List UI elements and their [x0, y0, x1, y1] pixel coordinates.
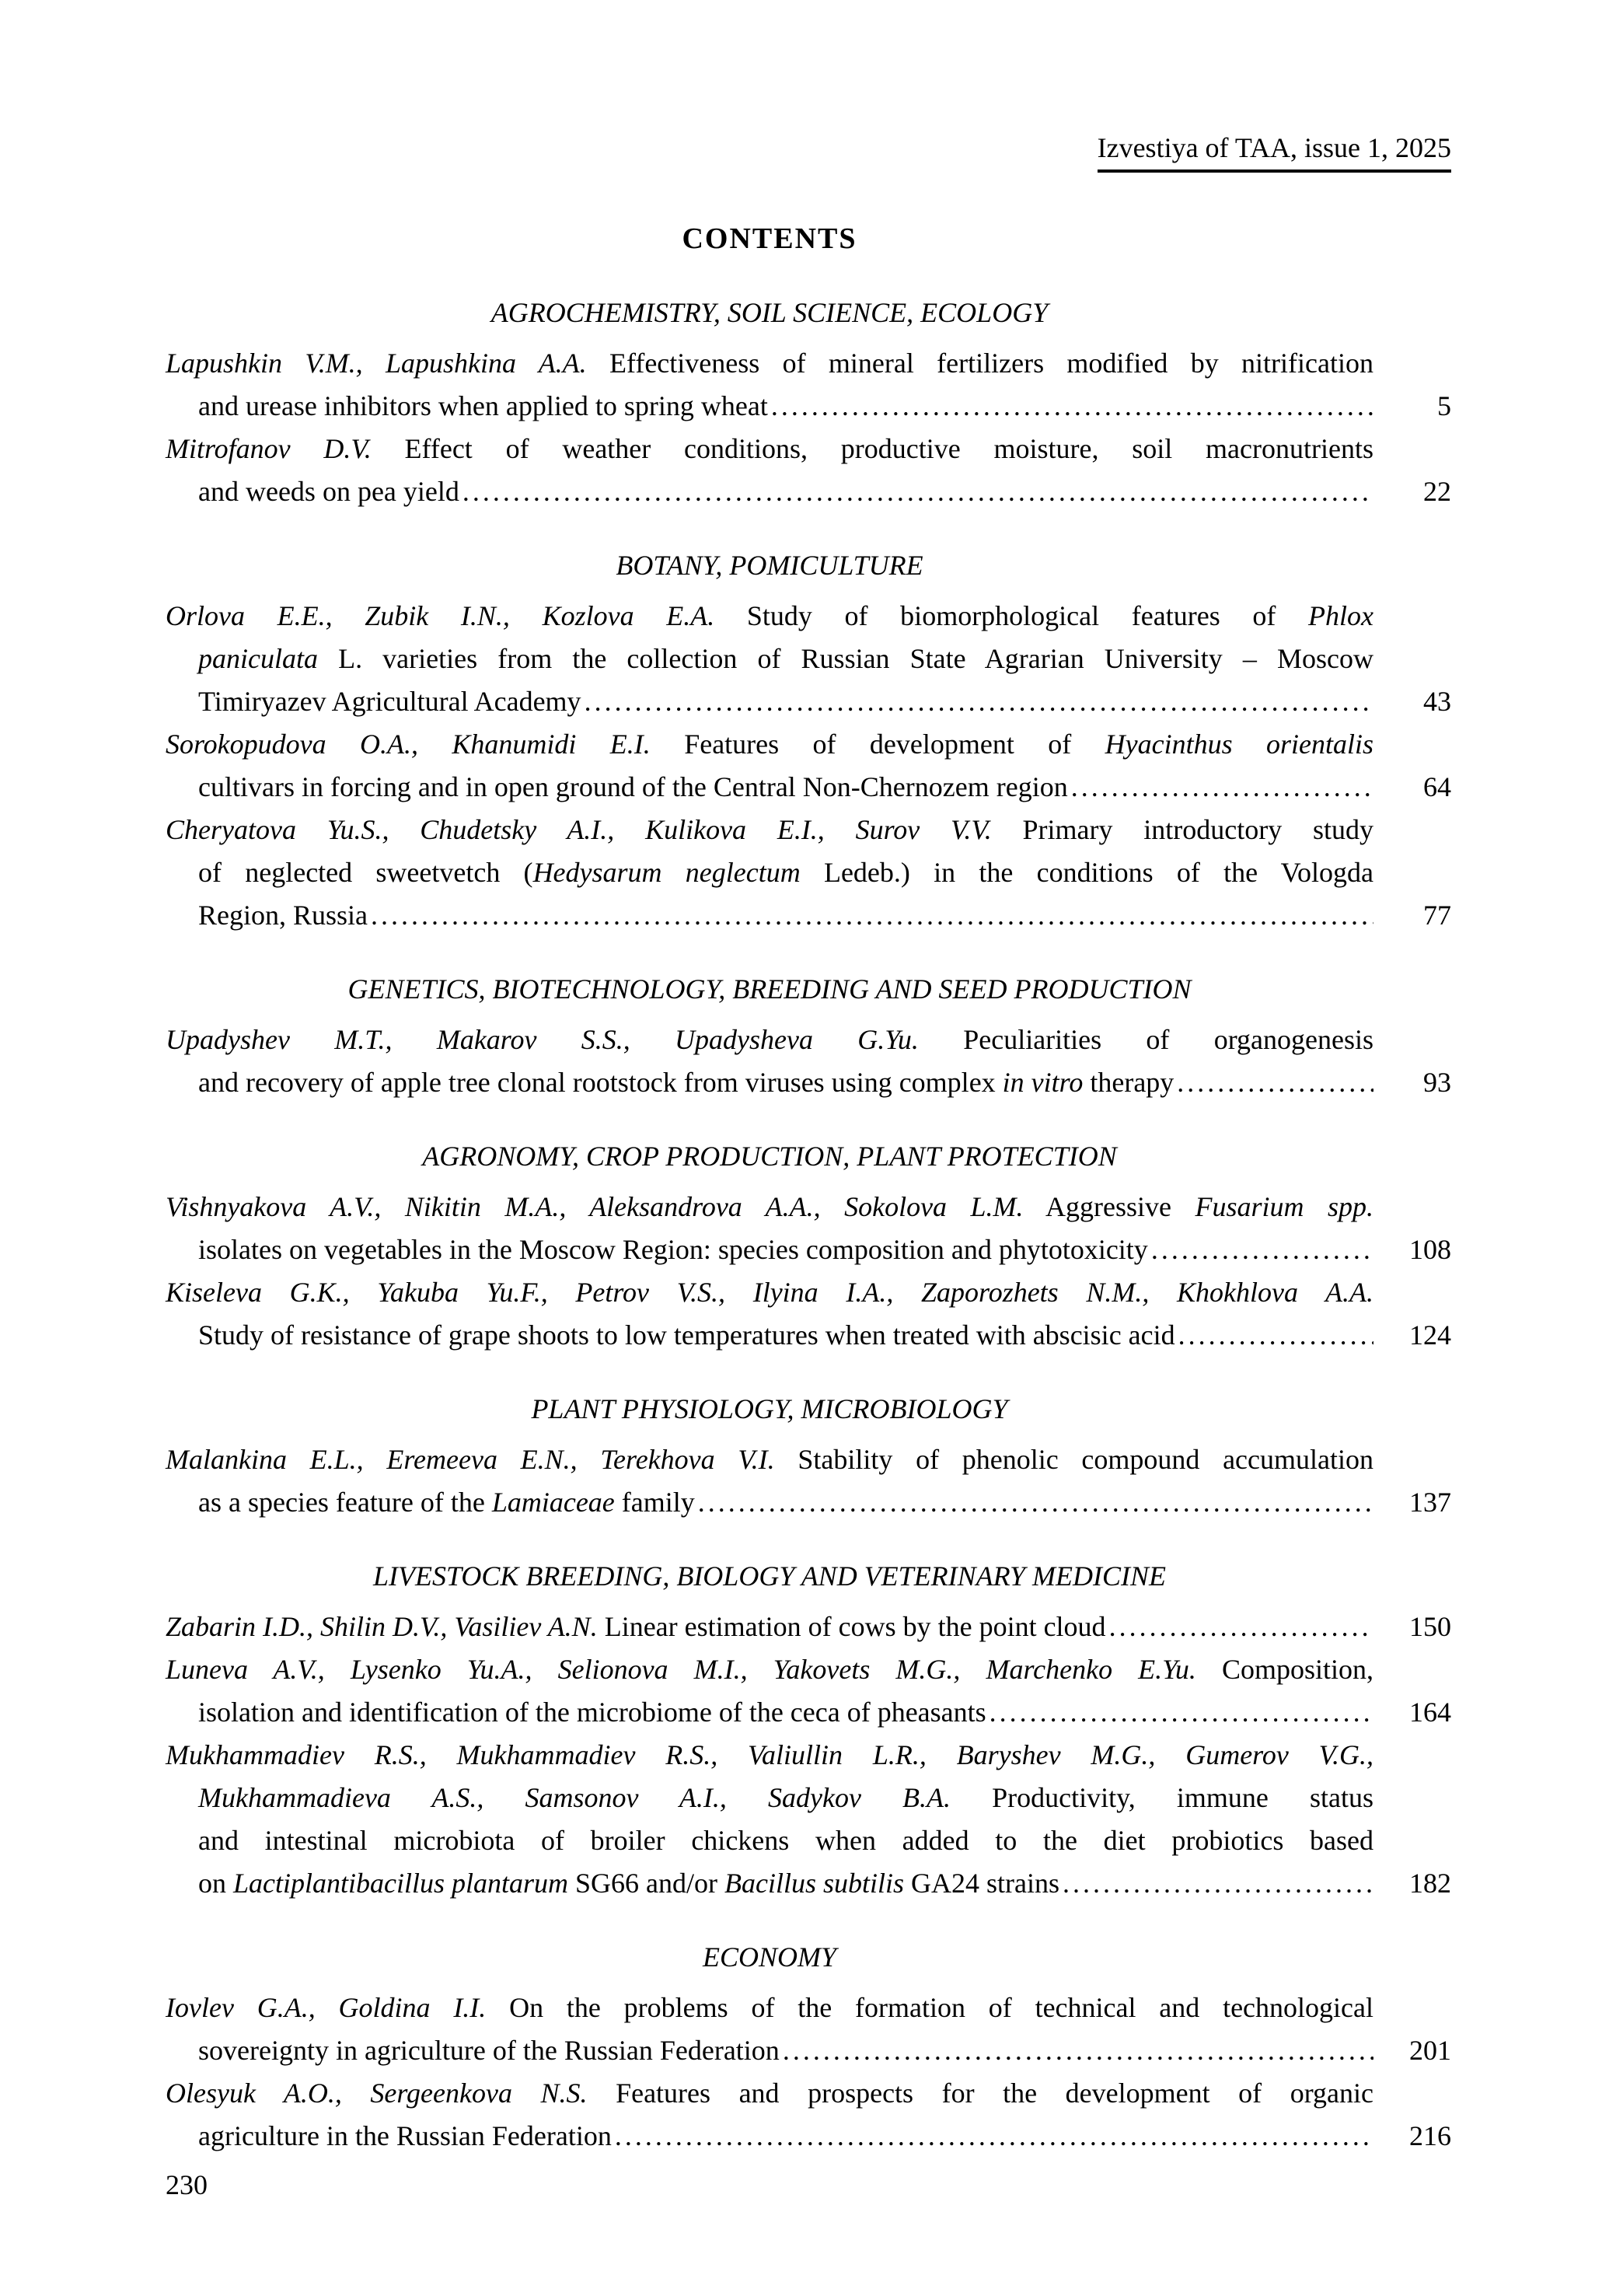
entry-line	[166, 723, 1373, 766]
table-of-contents	[166, 218, 1451, 2158]
section-title: PLANT PHYSIOLOGY, MICROBIOLOGY	[531, 1393, 1008, 1424]
section-title: ECONOMY	[702, 1941, 837, 1973]
italic-text-segment: in vitro	[1002, 1067, 1084, 1098]
entry-line	[198, 1777, 1373, 1819]
entry-line	[166, 1734, 1373, 1777]
entry-line	[198, 851, 1373, 894]
entry-page-number: 216	[1409, 2120, 1451, 2151]
text-segment: sovereignty in agriculture of the Russian Federation	[198, 2035, 780, 2066]
entry-line	[198, 1819, 1373, 1862]
italic-text-segment: Upadyshev M.T., Makarov S.S., Upadysheva G.Yu.	[166, 1024, 919, 1055]
entry-text	[198, 470, 459, 513]
italic-text-segment: Olesyuk A.O., Sergeenkova N.S.	[166, 2078, 588, 2109]
sections	[166, 292, 1451, 2158]
entry-last-line	[198, 1061, 1451, 1104]
italic-text-segment: Bacillus subtilis	[724, 1868, 905, 1899]
dot-leader	[371, 894, 1373, 937]
text-segment: Productivity, immune status	[951, 1782, 1373, 1813]
text-segment: Study of biomorphological features of	[714, 600, 1309, 631]
toc-section	[166, 968, 1451, 1104]
entry-page-number: 164	[1409, 1697, 1451, 1728]
text-segment: on	[198, 1868, 233, 1899]
text-segment: SG66 and/or	[568, 1868, 725, 1899]
italic-text-segment: Mitrofanov D.V.	[166, 433, 372, 464]
dot-leader	[698, 1481, 1373, 1524]
entry-last-line	[198, 766, 1451, 809]
italic-text-segment: Malankina E.L., Eremeeva E.N., Terekhova V.I.	[166, 1444, 775, 1475]
dot-leader	[989, 1691, 1373, 1734]
text-segment: and urease inhibitors when applied to spring wheat	[198, 390, 768, 421]
text-segment: On the problems of the formation of technical and technological	[486, 1992, 1373, 2023]
entry-last-line	[198, 470, 1451, 513]
text-segment: L. varieties from the collection of Russian State Agrarian University – Moscow	[317, 643, 1373, 674]
italic-text-segment: Fusarium spp.	[1195, 1191, 1373, 1222]
text-segment: Features of development of	[650, 729, 1105, 760]
entry-last-line	[198, 1481, 1451, 1524]
text-segment: of neglected sweetvetch (	[198, 857, 533, 888]
dot-leader	[1109, 1606, 1373, 1648]
entry-line	[166, 1271, 1373, 1314]
italic-text-segment: Lapushkin V.M., Lapushkina A.A.	[166, 348, 587, 379]
dot-leader	[1063, 1862, 1373, 1905]
dot-leader	[615, 2115, 1373, 2158]
entry-text	[166, 814, 1373, 845]
entry-text	[198, 680, 581, 723]
text-segment: Primary introductory study	[991, 814, 1374, 845]
italic-text-segment: Vishnyakova A.V., Nikitin M.A., Aleksandrova A.A., Sokolova L.M.	[166, 1191, 1024, 1222]
entry-line	[166, 2072, 1373, 2115]
entry-text	[166, 433, 1373, 464]
italic-text-segment: Hyacinthus orientalis	[1105, 729, 1373, 760]
dot-leader	[771, 385, 1373, 428]
text-segment: Stability of phenolic compound accumulation	[774, 1444, 1373, 1475]
entry-page-number: 182	[1409, 1868, 1451, 1899]
entry-page-number: 93	[1423, 1067, 1451, 1098]
entry-last-line	[198, 680, 1451, 723]
italic-text-segment: Phlox	[1308, 600, 1373, 631]
entry-text	[198, 2115, 612, 2158]
entry-text	[166, 1992, 1373, 2023]
text-segment: and recovery of apple tree clonal rootstock from viruses using complex	[198, 1067, 1003, 1098]
entry-text	[166, 2078, 1373, 2109]
entry-page-number: 5	[1437, 390, 1451, 421]
toc-section	[166, 544, 1451, 937]
text-segment: Region, Russia	[198, 900, 368, 931]
text-segment: Effectiveness of mineral fertilizers modified by nitrification	[586, 348, 1373, 379]
entry-line	[166, 595, 1373, 638]
entry-page-number: 201	[1409, 2035, 1451, 2066]
entry-text	[166, 1444, 1373, 1475]
text-segment: GA24 strains	[904, 1868, 1060, 1899]
text-segment: family	[614, 1487, 695, 1518]
italic-text-segment: Orlova E.E., Zubik I.N., Kozlova E.A.	[166, 600, 715, 631]
entry-text	[198, 1061, 1174, 1104]
text-segment: Peculiarities of organogenesis	[918, 1024, 1373, 1055]
entry-line	[166, 1186, 1373, 1228]
entry-text	[166, 1277, 1373, 1308]
entry-line	[166, 1987, 1373, 2029]
text-segment: Composition,	[1195, 1654, 1373, 1685]
italic-text-segment: Cheryatova Yu.S., Chudetsky A.I., Kulikova E.I., Surov V.V.	[166, 814, 992, 845]
entry-page-number: 22	[1423, 476, 1451, 507]
italic-text-segment: Hedysarum neglectum	[532, 857, 801, 888]
page-header	[166, 131, 1451, 173]
toc-section	[166, 1936, 1451, 2158]
entry-text	[198, 766, 1068, 809]
text-segment: isolation and identification of the microbiome of the ceca of pheasants	[198, 1697, 986, 1728]
entry-line	[166, 1438, 1373, 1481]
entry-page-number: 108	[1409, 1234, 1451, 1265]
text-segment: and intestinal microbiota of broiler chickens when added to the diet probiotics based	[198, 1825, 1373, 1856]
entry-text	[198, 857, 1373, 888]
text-segment: as a species feature of the	[198, 1487, 492, 1518]
entry-last-line	[198, 1314, 1451, 1357]
dot-leader	[462, 470, 1373, 513]
folio-page-number: 230	[166, 2169, 208, 2200]
contents-title: CONTENTS	[682, 222, 857, 255]
italic-text-segment: Zabarin I.D., Shilin D.V., Vasiliev A.N.	[166, 1611, 598, 1642]
entry-page-number: 150	[1409, 1611, 1451, 1642]
toc-section	[166, 292, 1451, 513]
entry-line	[166, 428, 1373, 470]
text-segment: Ledeb.) in the conditions of the Vologda	[800, 857, 1373, 888]
entry-line	[198, 638, 1373, 680]
entry-page-number: 64	[1423, 771, 1451, 802]
italic-text-segment: Luneva A.V., Lysenko Yu.A., Selionova M.I., Yakovets M.G., Marchenko E.Yu.	[166, 1654, 1196, 1685]
text-segment: Features and prospects for the development of organic	[587, 2078, 1373, 2109]
dot-leader	[1178, 1314, 1373, 1357]
italic-text-segment: Iovlev G.A., Goldina I.I.	[166, 1992, 487, 2023]
text-segment: Aggressive	[1023, 1191, 1195, 1222]
toc-section	[166, 1555, 1451, 1905]
dot-leader	[1151, 1228, 1373, 1271]
toc-section	[166, 1135, 1451, 1357]
entry-text	[166, 1191, 1373, 1222]
dot-leader	[1177, 1061, 1373, 1104]
dot-leader	[585, 680, 1373, 723]
entry-line	[166, 342, 1373, 385]
entry-text	[166, 348, 1373, 379]
entry-last-line	[198, 1228, 1451, 1271]
entry-text	[198, 894, 368, 937]
entry-last-line	[198, 1862, 1451, 1905]
entry-text	[166, 600, 1373, 631]
toc-section	[166, 1388, 1451, 1524]
section-title: GENETICS, BIOTECHNOLOGY, BREEDING AND SEED PRODUCTION	[347, 973, 1192, 1005]
text-segment: agriculture in the Russian Federation	[198, 2120, 612, 2151]
dot-leader	[783, 2029, 1373, 2072]
entry-text	[198, 643, 1373, 674]
text-segment: and weeds on pea yield	[198, 476, 459, 507]
text-segment: isolates on vegetables in the Moscow Region: species composition and phytotoxicity	[198, 1234, 1148, 1265]
entry-last-line	[198, 1691, 1451, 1734]
entry-text	[198, 1862, 1059, 1905]
entry-line	[166, 1019, 1373, 1061]
entry-text	[166, 1024, 1373, 1055]
italic-text-segment: Kiseleva G.K., Yakuba Yu.F., Petrov V.S., Ilyina I.A., Zaporozhets N.M., Khokhlova A.A.	[166, 1277, 1373, 1308]
section-title: BOTANY, POMICULTURE	[616, 550, 923, 581]
italic-text-segment: Lamiaceae	[491, 1487, 615, 1518]
journal-issue-reference: Izvestiya of TAA, issue 1, 2025	[1098, 131, 1451, 173]
entry-text	[198, 1481, 695, 1524]
entry-text	[198, 2029, 780, 2072]
entry-page-number: 137	[1409, 1487, 1451, 1518]
entry-text	[198, 385, 768, 428]
dot-leader	[1071, 766, 1373, 809]
entry-text	[166, 729, 1373, 760]
entry-last-line	[198, 2029, 1451, 2072]
section-title: LIVESTOCK BREEDING, BIOLOGY AND VETERINARY MEDICINE	[372, 1560, 1166, 1592]
entry-text	[198, 1314, 1175, 1357]
entry-last-line	[198, 894, 1451, 937]
entry-text	[198, 1691, 986, 1734]
entry-last-line	[198, 385, 1451, 428]
text-segment: cultivars in forcing and in open ground of the Central Non-Chernozem region	[198, 771, 1068, 802]
text-segment: Effect of weather conditions, productive moisture, soil macronutrients	[371, 433, 1373, 464]
entry-line	[166, 1648, 1373, 1691]
entry-text	[198, 1782, 1373, 1813]
text-segment: Linear estimation of cows by the point cloud	[597, 1611, 1106, 1642]
entry-text	[166, 1739, 1373, 1770]
italic-text-segment: Mukhammadieva A.S., Samsonov A.I., Sadykov B.A.	[198, 1782, 951, 1813]
entry-last-line	[166, 1606, 1451, 1648]
entry-text	[198, 1825, 1373, 1856]
entry-text	[166, 1654, 1373, 1685]
entry-page-number: 124	[1409, 1319, 1451, 1351]
text-segment: therapy	[1083, 1067, 1174, 1098]
entry-line	[166, 809, 1373, 851]
italic-text-segment: Sorokopudova O.A., Khanumidi E.I.	[166, 729, 651, 760]
entry-page-number: 77	[1423, 900, 1451, 931]
text-segment: Study of resistance of grape shoots to low temperatures when treated with abscisic acid	[198, 1319, 1175, 1351]
entry-text	[198, 1228, 1148, 1271]
text-segment: Timiryazev Agricultural Academy	[198, 686, 581, 717]
entry-page-number: 43	[1423, 686, 1451, 717]
entry-last-line	[198, 2115, 1451, 2158]
entry-text	[166, 1606, 1106, 1648]
section-title: AGRONOMY, CROP PRODUCTION, PLANT PROTECTION	[422, 1141, 1117, 1172]
italic-text-segment: Mukhammadiev R.S., Mukhammadiev R.S., Valiullin L.R., Baryshev M.G., Gumerov V.G.,	[166, 1739, 1373, 1770]
section-title: AGROCHEMISTRY, SOIL SCIENCE, ECOLOGY	[490, 297, 1049, 328]
italic-text-segment: Lactiplantibacillus plantarum	[233, 1868, 569, 1899]
italic-text-segment: paniculata	[198, 643, 318, 674]
